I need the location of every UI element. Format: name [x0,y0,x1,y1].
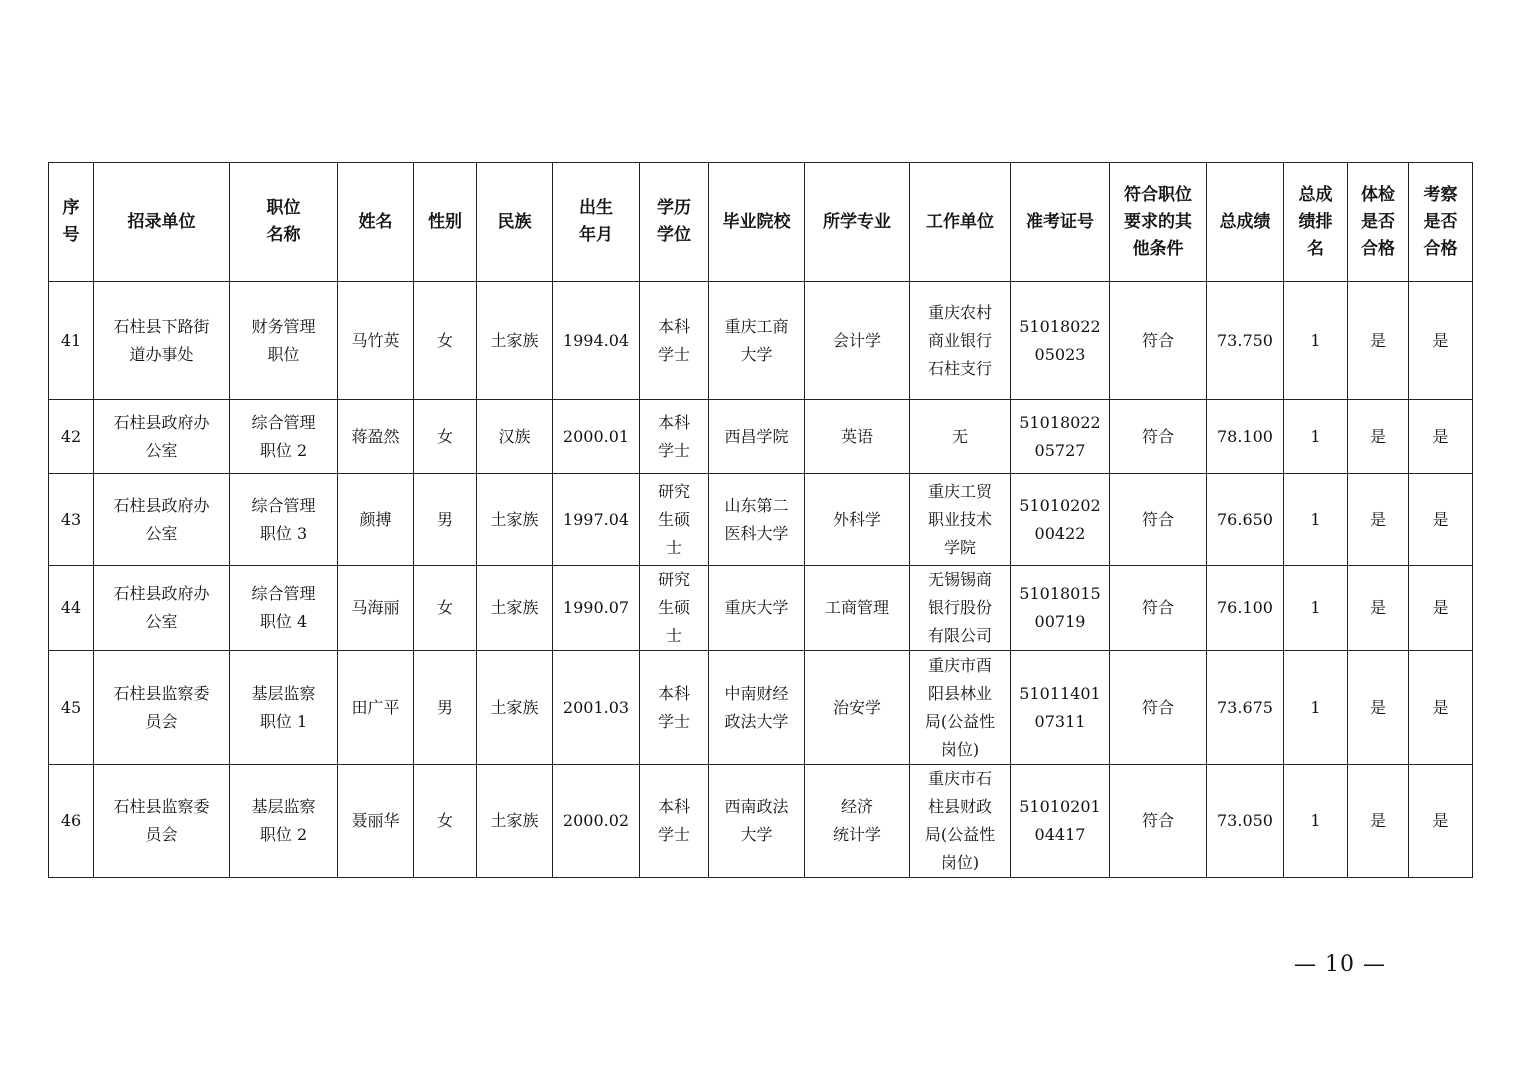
cell-col-school: 西昌学院 [709,400,805,474]
cell-col-name: 马竹英 [338,282,414,400]
cell-col-index: 45 [49,651,94,765]
cell-col-medical: 是 [1348,400,1409,474]
table-row [49,651,1473,765]
cell-col-major: 外科学 [805,474,910,566]
cell-col-total-score: 76.650 [1207,474,1284,566]
cell-col-exam-id: 51018022 05023 [1011,282,1110,400]
cell-col-position-name: 综合管理 职位 2 [230,400,338,474]
header-col-name: 姓名 [338,163,414,282]
cell-col-conditions: 符合 [1110,400,1207,474]
cell-col-gender: 女 [414,282,477,400]
candidate-table [48,162,1473,878]
cell-col-rank: 1 [1284,282,1348,400]
header-col-gender: 性别 [414,163,477,282]
cell-col-education: 本科 学士 [640,400,709,474]
header-col-conditions: 符合职位 要求的其 他条件 [1110,163,1207,282]
cell-col-exam-id: 51018015 00719 [1011,566,1110,651]
cell-col-total-score: 76.100 [1207,566,1284,651]
header-col-index: 序 号 [49,163,94,282]
cell-col-ethnicity: 土家族 [477,474,553,566]
cell-col-inspection: 是 [1409,400,1473,474]
cell-col-index: 41 [49,282,94,400]
cell-col-medical: 是 [1348,282,1409,400]
cell-col-recruiting-unit: 石柱县政府办 公室 [94,474,230,566]
cell-col-ethnicity: 土家族 [477,651,553,765]
cell-col-exam-id: 51018022 05727 [1011,400,1110,474]
cell-col-position-name: 财务管理 职位 [230,282,338,400]
cell-col-birth: 2001.03 [553,651,640,765]
cell-col-exam-id: 51010201 04417 [1011,765,1110,878]
cell-col-gender: 女 [414,400,477,474]
header-col-rank: 总成 绩排 名 [1284,163,1348,282]
cell-col-name: 马海丽 [338,566,414,651]
cell-col-recruiting-unit: 石柱县政府办 公室 [94,566,230,651]
cell-col-employer: 重庆农村 商业银行 石柱支行 [910,282,1011,400]
page-number: — 10 — [1294,952,1386,977]
cell-col-total-score: 78.100 [1207,400,1284,474]
header-col-medical: 体检 是否 合格 [1348,163,1409,282]
cell-col-rank: 1 [1284,651,1348,765]
cell-col-name: 颜搏 [338,474,414,566]
cell-col-index: 42 [49,400,94,474]
table-row [49,400,1473,474]
cell-col-employer: 重庆市酉 阳县林业 局(公益性 岗位) [910,651,1011,765]
cell-col-ethnicity: 土家族 [477,765,553,878]
table-row [49,765,1473,878]
header-col-employer: 工作单位 [910,163,1011,282]
cell-col-inspection: 是 [1409,566,1473,651]
cell-col-ethnicity: 土家族 [477,566,553,651]
header-col-birth: 出生 年月 [553,163,640,282]
cell-col-index: 44 [49,566,94,651]
cell-col-school: 重庆工商 大学 [709,282,805,400]
cell-col-school: 山东第二 医科大学 [709,474,805,566]
cell-col-name: 田广平 [338,651,414,765]
cell-col-total-score: 73.675 [1207,651,1284,765]
cell-col-gender: 男 [414,474,477,566]
cell-col-index: 46 [49,765,94,878]
cell-col-position-name: 基层监察 职位 2 [230,765,338,878]
cell-col-exam-id: 51011401 07311 [1011,651,1110,765]
cell-col-education: 本科 学士 [640,282,709,400]
cell-col-position-name: 基层监察 职位 1 [230,651,338,765]
table-row [49,474,1473,566]
cell-col-conditions: 符合 [1110,566,1207,651]
cell-col-birth: 1997.04 [553,474,640,566]
cell-col-recruiting-unit: 石柱县下路街 道办事处 [94,282,230,400]
cell-col-employer: 无锡锡商 银行股份 有限公司 [910,566,1011,651]
header-col-inspection: 考察 是否 合格 [1409,163,1473,282]
cell-col-rank: 1 [1284,400,1348,474]
cell-col-gender: 女 [414,765,477,878]
cell-col-education: 本科 学士 [640,651,709,765]
cell-col-employer: 重庆市石 柱县财政 局(公益性 岗位) [910,765,1011,878]
header-col-recruiting-unit: 招录单位 [94,163,230,282]
cell-col-education: 本科 学士 [640,765,709,878]
cell-col-education: 研究 生硕 士 [640,566,709,651]
cell-col-medical: 是 [1348,765,1409,878]
cell-col-ethnicity: 土家族 [477,282,553,400]
cell-col-birth: 1994.04 [553,282,640,400]
table-row [49,566,1473,651]
cell-col-total-score: 73.050 [1207,765,1284,878]
cell-col-major: 会计学 [805,282,910,400]
cell-col-education: 研究 生硕 士 [640,474,709,566]
cell-col-birth: 2000.01 [553,400,640,474]
cell-col-school: 中南财经 政法大学 [709,651,805,765]
cell-col-conditions: 符合 [1110,282,1207,400]
cell-col-employer: 重庆工贸 职业技术 学院 [910,474,1011,566]
cell-col-conditions: 符合 [1110,474,1207,566]
cell-col-ethnicity: 汉族 [477,400,553,474]
table-body [49,282,1473,878]
header-col-major: 所学专业 [805,163,910,282]
table-header-row [49,163,1473,282]
cell-col-gender: 男 [414,651,477,765]
cell-col-inspection: 是 [1409,282,1473,400]
cell-col-birth: 2000.02 [553,765,640,878]
cell-col-major: 治安学 [805,651,910,765]
cell-col-name: 蒋盈然 [338,400,414,474]
cell-col-name: 聂丽华 [338,765,414,878]
header-col-exam-id: 准考证号 [1011,163,1110,282]
cell-col-rank: 1 [1284,765,1348,878]
cell-col-total-score: 73.750 [1207,282,1284,400]
cell-col-major: 经济 统计学 [805,765,910,878]
cell-col-conditions: 符合 [1110,651,1207,765]
cell-col-inspection: 是 [1409,474,1473,566]
cell-col-school: 重庆大学 [709,566,805,651]
cell-col-gender: 女 [414,566,477,651]
cell-col-rank: 1 [1284,566,1348,651]
cell-col-exam-id: 51010202 00422 [1011,474,1110,566]
cell-col-recruiting-unit: 石柱县监察委 员会 [94,765,230,878]
header-col-education: 学历 学位 [640,163,709,282]
header-col-total-score: 总成绩 [1207,163,1284,282]
cell-col-inspection: 是 [1409,651,1473,765]
cell-col-major: 工商管理 [805,566,910,651]
cell-col-rank: 1 [1284,474,1348,566]
table-row [49,282,1473,400]
cell-col-index: 43 [49,474,94,566]
cell-col-conditions: 符合 [1110,765,1207,878]
header-col-school: 毕业院校 [709,163,805,282]
cell-col-birth: 1990.07 [553,566,640,651]
cell-col-medical: 是 [1348,474,1409,566]
cell-col-medical: 是 [1348,651,1409,765]
cell-col-major: 英语 [805,400,910,474]
cell-col-recruiting-unit: 石柱县监察委 员会 [94,651,230,765]
cell-col-position-name: 综合管理 职位 3 [230,474,338,566]
cell-col-position-name: 综合管理 职位 4 [230,566,338,651]
header-col-position-name: 职位 名称 [230,163,338,282]
cell-col-recruiting-unit: 石柱县政府办 公室 [94,400,230,474]
cell-col-inspection: 是 [1409,765,1473,878]
cell-col-school: 西南政法 大学 [709,765,805,878]
header-col-ethnicity: 民族 [477,163,553,282]
cell-col-medical: 是 [1348,566,1409,651]
cell-col-employer: 无 [910,400,1011,474]
